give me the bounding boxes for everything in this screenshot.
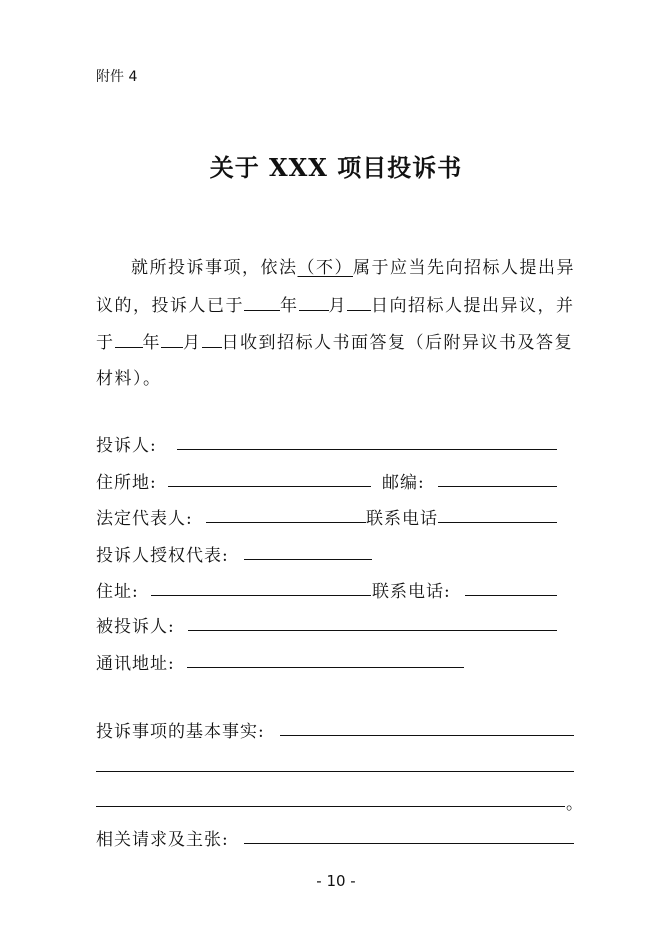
legal-rep-field[interactable] — [206, 522, 366, 523]
mail-address-label: 通讯地址: — [96, 654, 175, 674]
auth-rep-label: 投诉人授权代表: — [96, 546, 229, 566]
intro-text: 日向招标人提出异议，并 — [371, 296, 575, 316]
legal-rep-label: 法定代表人: — [96, 509, 193, 529]
intro-line-3 — [96, 328, 573, 353]
intro-text: 议的，投诉人已于 — [96, 296, 244, 316]
intro-line-4: 材料）。 — [96, 369, 162, 389]
intro-text: 属于应当先向招标人提出异 — [353, 258, 575, 278]
facts-field-2[interactable] — [96, 771, 574, 772]
blank-day[interactable] — [347, 296, 371, 311]
facts-field-3[interactable] — [96, 806, 565, 807]
respondent-field[interactable] — [188, 630, 557, 631]
blank-month[interactable] — [161, 333, 183, 348]
blank-month[interactable] — [299, 296, 329, 311]
complainant-label: 投诉人: — [96, 436, 157, 456]
intro-text: 月 — [183, 333, 202, 353]
claims-field[interactable] — [244, 843, 574, 844]
address-field[interactable] — [151, 595, 371, 596]
intro-text: （不） — [297, 258, 353, 278]
blank-day[interactable] — [202, 333, 222, 348]
claims-label: 相关请求及主张: — [96, 830, 229, 850]
intro-text: 就所投诉事项，依法 — [131, 258, 298, 278]
document-title: 关于 XXX 项目投诉书 — [209, 153, 463, 182]
phone2-field[interactable] — [465, 595, 557, 596]
residence-label: 住所地: — [96, 473, 157, 493]
facts-period: 。 — [566, 794, 584, 814]
complainant-field[interactable] — [177, 449, 557, 450]
intro-text: 日收到招标人书面答复（后附异议书及答复 — [221, 333, 573, 353]
intro-line-2 — [96, 291, 575, 316]
attachment-label: 附件 4 — [96, 69, 138, 85]
auth-rep-field[interactable] — [244, 559, 372, 560]
intro-line-1 — [131, 253, 575, 278]
postcode-field[interactable] — [438, 486, 557, 487]
intro-text: 月 — [328, 296, 347, 316]
blank-year[interactable] — [244, 296, 280, 311]
postcode-label: 邮编: — [382, 473, 425, 493]
intro-text: 年 — [280, 296, 299, 316]
facts-field-1[interactable] — [280, 735, 574, 736]
residence-field[interactable] — [168, 486, 371, 487]
mail-address-field[interactable] — [187, 667, 464, 668]
phone2-label: 联系电话: — [372, 582, 451, 602]
respondent-label: 被投诉人: — [96, 617, 175, 637]
phone1-field[interactable] — [438, 522, 557, 523]
facts-label: 投诉事项的基本事实: — [96, 722, 265, 742]
intro-text: 年 — [142, 333, 161, 353]
phone1-label: 联系电话 — [366, 509, 438, 529]
page-number: - 10 - — [316, 872, 356, 890]
blank-year[interactable] — [115, 333, 143, 348]
address-label: 住址: — [96, 582, 139, 602]
intro-text: 于 — [96, 333, 115, 353]
